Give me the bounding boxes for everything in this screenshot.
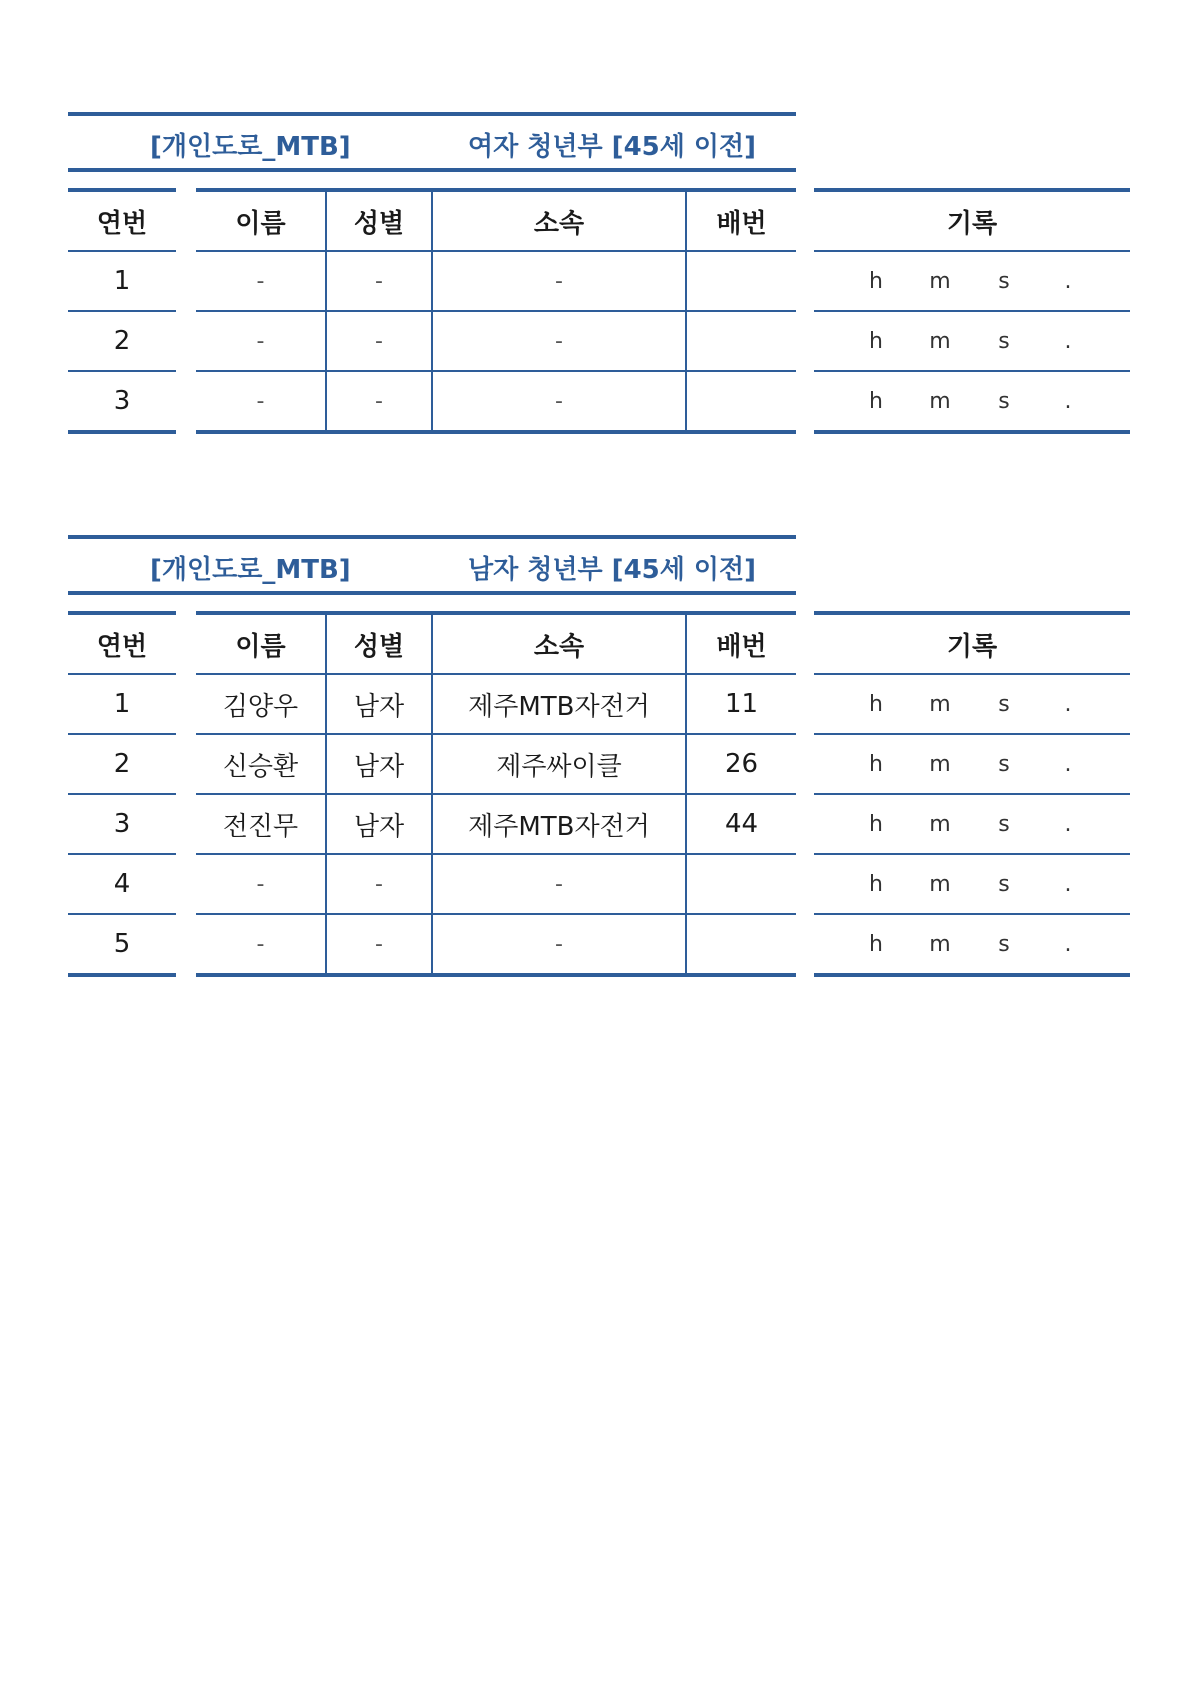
decimal-unit: .	[1064, 388, 1072, 414]
cell-name: -	[196, 914, 326, 975]
division-title: 여자 청년부 [45세 이전]	[468, 132, 757, 162]
seconds-unit: s	[998, 931, 1010, 957]
cell-bib	[686, 251, 796, 311]
seconds-unit: s	[998, 751, 1010, 777]
cell-gender: -	[326, 251, 432, 311]
col-header-no: 연번	[68, 613, 176, 674]
cell-name: -	[196, 854, 326, 914]
entry-table	[196, 188, 796, 434]
cell-gender: 남자	[326, 734, 432, 794]
category-title: [개인도로_MTB]	[150, 555, 351, 585]
col-header-name: 이름	[196, 190, 326, 251]
col-header-bib: 배번	[686, 190, 796, 251]
hours-unit: h	[869, 328, 883, 354]
row-no: 3	[68, 794, 176, 854]
minutes-unit: m	[929, 268, 951, 294]
division-title: 남자 청년부 [45세 이전]	[468, 555, 757, 585]
record-cell	[814, 692, 1130, 717]
cell-bib	[686, 371, 796, 432]
decimal-unit: .	[1064, 871, 1072, 897]
cell-gender: -	[326, 311, 432, 371]
cell-team: -	[432, 914, 686, 975]
cell-team: -	[432, 854, 686, 914]
hours-unit: h	[869, 871, 883, 897]
col-header-team: 소속	[432, 190, 686, 251]
col-header-record: 기록	[814, 613, 1130, 674]
hours-unit: h	[869, 811, 883, 837]
cell-team: 제주MTB자전거	[432, 794, 686, 854]
col-header-gender: 성별	[326, 613, 432, 674]
decimal-unit: .	[1064, 811, 1072, 837]
seconds-unit: s	[998, 871, 1010, 897]
hours-unit: h	[869, 268, 883, 294]
cell-bib	[686, 914, 796, 975]
section-header	[68, 112, 796, 172]
seconds-unit: s	[998, 268, 1010, 294]
cell-name: -	[196, 311, 326, 371]
entry-table	[196, 611, 796, 977]
cell-bib: 26	[686, 734, 796, 794]
decimal-unit: .	[1064, 931, 1072, 957]
record-cell	[814, 932, 1130, 957]
cell-name: -	[196, 371, 326, 432]
seconds-unit: s	[998, 328, 1010, 354]
row-no: 1	[68, 251, 176, 311]
minutes-unit: m	[929, 691, 951, 717]
record-cell	[814, 389, 1130, 414]
cell-bib	[686, 311, 796, 371]
col-header-no: 연번	[68, 190, 176, 251]
cell-team: 제주MTB자전거	[432, 674, 686, 734]
cell-name: 신승환	[196, 734, 326, 794]
cell-bib: 44	[686, 794, 796, 854]
row-no: 1	[68, 674, 176, 734]
record-cell	[814, 269, 1130, 294]
cell-name: 전진무	[196, 794, 326, 854]
cell-gender: -	[326, 371, 432, 432]
decimal-unit: .	[1064, 268, 1072, 294]
minutes-unit: m	[929, 328, 951, 354]
cell-bib	[686, 854, 796, 914]
col-header-name: 이름	[196, 613, 326, 674]
no-table	[68, 188, 176, 434]
record-cell	[814, 812, 1130, 837]
cell-name: -	[196, 251, 326, 311]
row-no: 4	[68, 854, 176, 914]
row-no: 2	[68, 311, 176, 371]
category-title: [개인도로_MTB]	[150, 132, 351, 162]
record-cell	[814, 872, 1130, 897]
decimal-unit: .	[1064, 691, 1072, 717]
record-table	[814, 188, 1130, 434]
hours-unit: h	[869, 388, 883, 414]
minutes-unit: m	[929, 388, 951, 414]
row-no: 3	[68, 371, 176, 432]
minutes-unit: m	[929, 871, 951, 897]
minutes-unit: m	[929, 931, 951, 957]
record-cell	[814, 752, 1130, 777]
cell-team: 제주싸이클	[432, 734, 686, 794]
hours-unit: h	[869, 931, 883, 957]
minutes-unit: m	[929, 811, 951, 837]
section-header	[68, 535, 796, 595]
col-header-team: 소속	[432, 613, 686, 674]
record-cell	[814, 329, 1130, 354]
cell-gender: -	[326, 854, 432, 914]
seconds-unit: s	[998, 811, 1010, 837]
decimal-unit: .	[1064, 751, 1072, 777]
record-table	[814, 611, 1130, 977]
col-header-bib: 배번	[686, 613, 796, 674]
cell-team: -	[432, 371, 686, 432]
hours-unit: h	[869, 691, 883, 717]
cell-gender: 남자	[326, 794, 432, 854]
cell-bib: 11	[686, 674, 796, 734]
seconds-unit: s	[998, 388, 1010, 414]
cell-team: -	[432, 311, 686, 371]
seconds-unit: s	[998, 691, 1010, 717]
col-header-record: 기록	[814, 190, 1130, 251]
no-table	[68, 611, 176, 977]
cell-gender: -	[326, 914, 432, 975]
cell-gender: 남자	[326, 674, 432, 734]
cell-name: 김양우	[196, 674, 326, 734]
row-no: 5	[68, 914, 176, 975]
decimal-unit: .	[1064, 328, 1072, 354]
minutes-unit: m	[929, 751, 951, 777]
col-header-gender: 성별	[326, 190, 432, 251]
cell-team: -	[432, 251, 686, 311]
row-no: 2	[68, 734, 176, 794]
hours-unit: h	[869, 751, 883, 777]
